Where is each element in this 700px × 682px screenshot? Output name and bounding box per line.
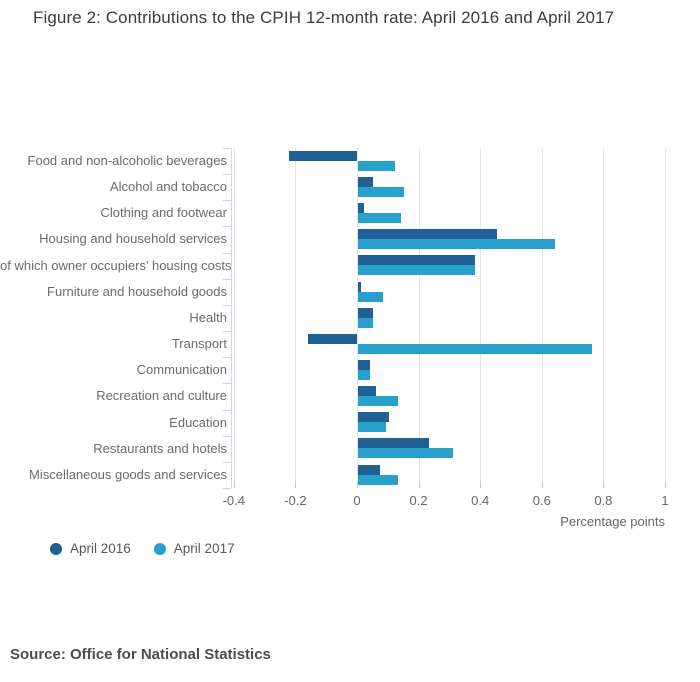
x-tick-label: 0.2 — [409, 493, 428, 508]
gridline — [542, 148, 543, 481]
bar-april-2017 — [358, 265, 475, 275]
gridline — [234, 148, 235, 481]
gridline — [603, 148, 604, 481]
x-axis-title: Percentage points — [560, 514, 665, 529]
bar-april-2017 — [358, 213, 401, 223]
x-tick-label: 1 — [661, 493, 669, 508]
category-label: Clothing and footwear — [100, 205, 227, 221]
category-axis-line — [231, 148, 232, 488]
x-axis-tick — [542, 481, 543, 488]
x-axis-tick — [480, 481, 481, 488]
bar-april-2017 — [358, 396, 398, 406]
category-label: of which owner occupiers’ housing costs — [0, 257, 232, 273]
legend-label: April 2016 — [70, 541, 131, 556]
x-axis-tick — [665, 481, 666, 488]
category-label: Food and non-alcoholic beverages — [27, 153, 227, 168]
x-axis-tick — [234, 481, 235, 488]
bar-april-2016 — [308, 334, 357, 344]
chart-title: Figure 2: Contributions to the CPIH 12-month rate: April 2016 and April 2017 — [33, 8, 615, 27]
gridline — [419, 148, 420, 481]
legend-marker-icon — [154, 543, 166, 555]
bar-april-2017 — [358, 239, 555, 249]
bar-april-2016 — [358, 255, 475, 265]
bar-april-2016 — [358, 203, 364, 213]
bar-april-2016 — [358, 412, 389, 422]
bar-april-2017 — [358, 292, 383, 302]
bar-april-2016 — [358, 386, 376, 396]
legend-item-april-2017[interactable] — [154, 541, 235, 556]
category-label: Furniture and household goods — [47, 283, 227, 299]
gridline — [665, 148, 666, 481]
category-label: Transport — [171, 336, 227, 352]
bar-april-2017 — [358, 475, 398, 485]
legend-item-april-2016[interactable] — [50, 541, 131, 556]
bar-april-2016 — [358, 465, 380, 475]
source-note: Source: Office for National Statistics — [10, 646, 271, 663]
category-label: Communication — [136, 362, 227, 378]
x-tick-label: 0.4 — [471, 493, 490, 508]
x-tick-label: 0.6 — [532, 493, 551, 508]
bar-april-2016 — [289, 151, 357, 161]
bar-april-2017 — [358, 318, 373, 328]
x-axis-tick — [419, 481, 420, 488]
bar-april-2016 — [358, 360, 370, 370]
x-tick-label: 0 — [353, 493, 361, 508]
bar-april-2016 — [358, 308, 373, 318]
category-label: Recreation and culture — [96, 388, 227, 404]
legend-label: April 2017 — [173, 541, 235, 556]
x-tick-label: -0.2 — [284, 493, 307, 508]
bar-april-2016 — [358, 177, 373, 187]
bar-april-2016 — [358, 282, 361, 292]
category-label: Miscellaneous goods and services — [29, 466, 227, 482]
bar-april-2017 — [358, 161, 395, 171]
bar-april-2017 — [358, 448, 453, 458]
category-label: Education — [169, 414, 227, 430]
bar-april-2017 — [358, 187, 404, 197]
bar-april-2016 — [358, 229, 497, 239]
bar-april-2017 — [358, 422, 386, 432]
category-label: Housing and household services — [39, 231, 227, 247]
gridline — [295, 148, 296, 481]
gridline — [480, 148, 481, 481]
chart-legend — [50, 541, 258, 556]
legend-marker-icon — [50, 543, 62, 555]
bar-april-2017 — [358, 344, 592, 354]
category-label: Health — [189, 309, 227, 325]
category-label: Alcohol and tobacco — [109, 179, 227, 195]
bar-april-2017 — [358, 370, 370, 380]
category-label: Restaurants and hotels — [93, 440, 227, 456]
x-axis-tick — [295, 481, 296, 488]
x-axis-tick — [603, 481, 604, 488]
bar-april-2016 — [358, 438, 429, 448]
x-tick-label: -0.4 — [222, 493, 245, 508]
category-axis-tick — [223, 488, 231, 489]
x-tick-label: 0.8 — [594, 493, 613, 508]
